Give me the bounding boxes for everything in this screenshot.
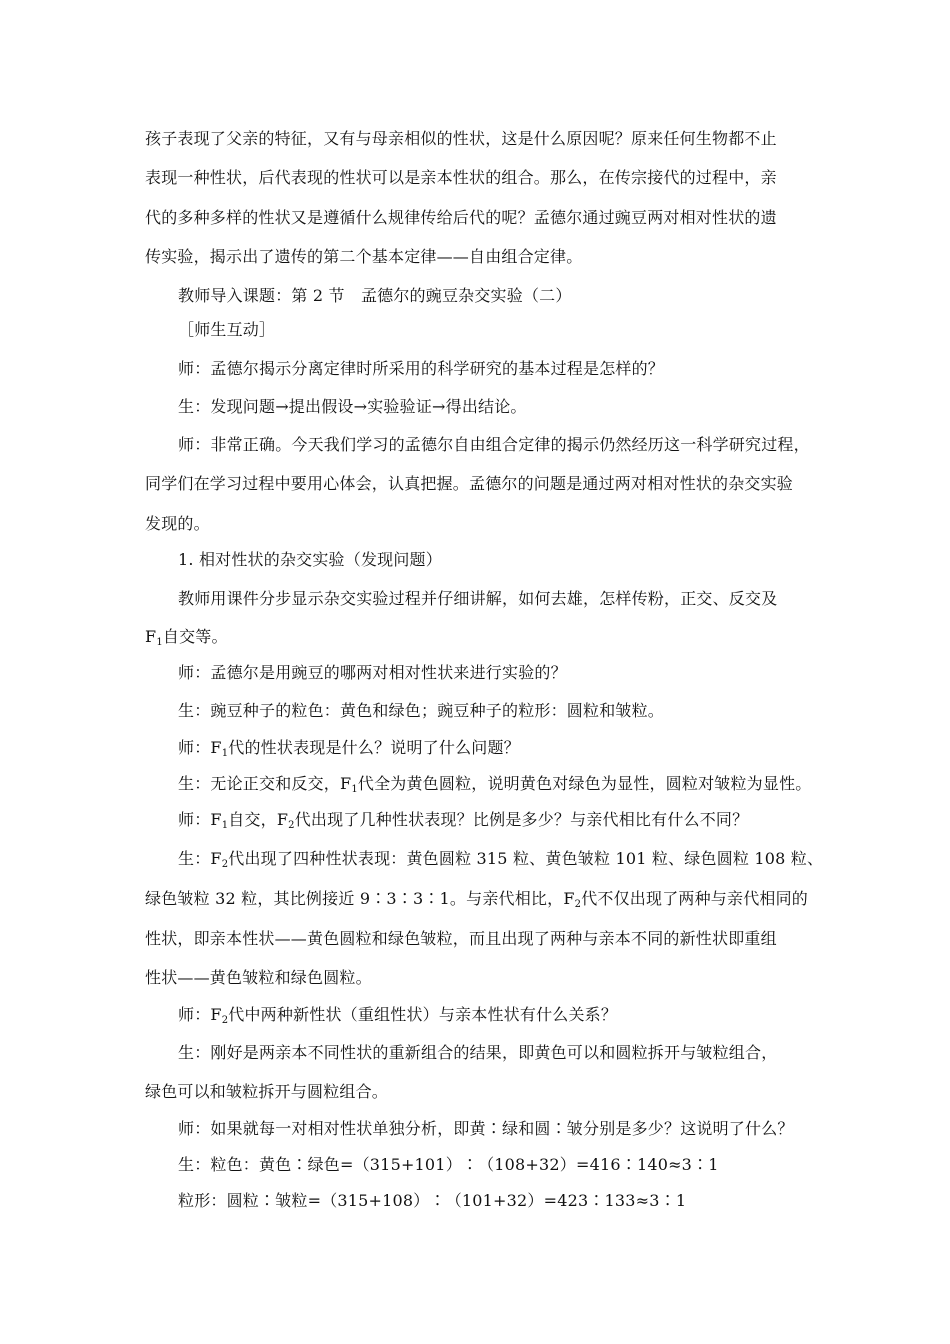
question-5: 师：$F_2$代中两种新性状（重组性状）与亲本性状有什么关系？ <box>178 1005 618 1026</box>
section-1-heading: 1. 相对性状的杂交实验（发现问题） <box>178 550 442 569</box>
answer-4-line-3: 性状，即亲本性状——黄色圆粒和绿色皱粒，而且出现了两种与亲本不同的新性状即重组 <box>145 929 777 948</box>
intro-line-1: 孩子表现了父亲的特征，又有与母亲相似的性状，这是什么原因呢？原来任何生物都不止 <box>145 129 777 148</box>
answer-5-line-2: 绿色可以和皱粒拆开与圆粒组合。 <box>145 1082 389 1101</box>
intro-line-3: 代的多种多样的性状又是遵循什么规律传给后代的呢？孟德尔通过豌豆两对相对性状的遗 <box>145 208 777 227</box>
question-6: 师：如果就每一对相对性状单独分析，即黄∶绿和圆∶皱分别是多少？这说明了什么？ <box>178 1119 794 1138</box>
topic-line: 教师导入课题：第 2 节 孟德尔的豌豆杂交实验（二） <box>178 286 572 305</box>
intro-line-4: 传实验，揭示出了遗传的第二个基本定律——自由组合定律。 <box>145 247 583 266</box>
answer-2: 生：豌豆种子的粒色：黄色和绿色；豌豆种子的粒形：圆粒和皱粒。 <box>178 701 665 720</box>
question-3: 师：$F_1$代的性状表现是什么？说明了什么问题？ <box>178 738 520 759</box>
answer-4-line-1: 生：$F_2$代出现了四种性状表现：黄色圆粒 315 粒、黄色皱粒 101 粒、绿色圆粒 108 粒、 <box>178 849 824 870</box>
teacher-1-line-3: 发现的。 <box>145 514 210 533</box>
answer-4-line-2: 绿色皱粒 32 粒，其比例接近 9∶3∶3∶1。与亲代相比，$F_2$代不仅出现了两种与亲代相同的 <box>145 889 809 910</box>
teacher-1-line-1: 师：非常正确。今天我们学习的孟德尔自由组合定律的揭示仍然经历这一科学研究过程， <box>178 435 810 454</box>
interaction-heading: ［师生互动］ <box>178 320 276 339</box>
teacher-1-line-2: 同学们在学习过程中要用心体会，认真把握。孟德尔的问题是通过两对相对性状的杂交实验 <box>145 474 794 493</box>
answer-5-line-1: 生：刚好是两亲本不同性状的重新组合的结果，即黄色可以和圆粒拆开与皱粒组合， <box>178 1043 778 1062</box>
teach-line-2: $F_1$自交等。 <box>145 627 228 648</box>
answer-3: 生：无论正交和反交，$F_1$代全为黄色圆粒，说明黄色对绿色为显性，圆粒对皱粒为显性。 <box>178 774 812 795</box>
question-2: 师：孟德尔是用豌豆的哪两对相对性状来进行实验的？ <box>178 663 567 682</box>
answer-6-line-1: 生：粒色：黄色∶绿色=（315+101）∶（108+32）=416∶140≈3∶1 <box>178 1155 719 1174</box>
answer-6-line-2: 粒形：圆粒∶皱粒=（315+108）∶（101+32）=423∶133≈3∶1 <box>178 1191 687 1210</box>
question-4: 师：$F_1$自交，$F_2$代出现了几种性状表现？比例是多少？与亲代相比有什么不同？ <box>178 810 749 831</box>
intro-line-2: 表现一种性状，后代表现的性状可以是亲本性状的组合。那么，在传宗接代的过程中，亲 <box>145 168 777 187</box>
answer-4-line-4: 性状——黄色皱粒和绿色圆粒。 <box>145 968 372 987</box>
answer-1: 生：发现问题→提出假设→实验验证→得出结论。 <box>178 397 527 416</box>
question-1: 师：孟德尔揭示分离定律时所采用的科学研究的基本过程是怎样的？ <box>178 359 665 378</box>
teach-line-1: 教师用课件分步显示杂交实验过程并仔细讲解，如何去雄，怎样传粉，正交、反交及 <box>178 589 778 608</box>
